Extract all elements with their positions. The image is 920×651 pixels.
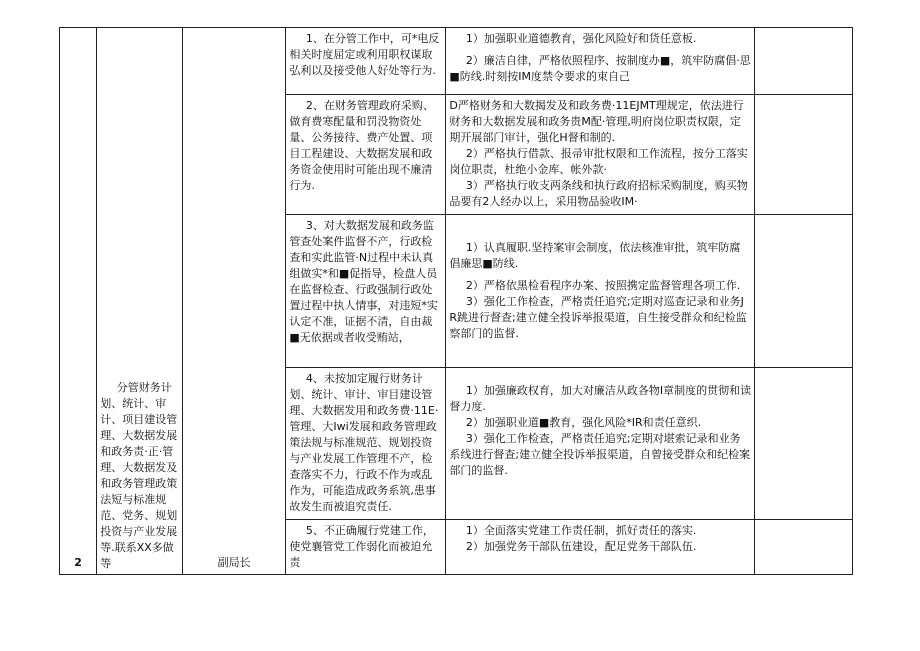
measure-item: 1）加强职业道德教育，强化风险好和货任意板. — [465, 32, 697, 45]
measure-item: 1）加强廉政权育，加大对廉洁从政各物I章制度的贯彻和读督力度. — [449, 384, 752, 413]
risk-table — [59, 27, 853, 575]
risk-text: 4、未按加定履行财务计划、统计、审计、审目建设管理、大数据发用和政务费·11E·管理、大Iwi发展和政务管理政策法规与标准规范、规划投资与产业发展工作管理不产，检查落实不力，行政不作为或乱作为，可能造成政务系筑,患事故发生而被追究责任. — [289, 372, 439, 513]
risk-point-4 — [286, 368, 446, 520]
row-number: 2 — [60, 28, 97, 575]
table-row — [60, 28, 853, 95]
position-cell: 副局长 — [182, 28, 286, 575]
measure-item: D严格财务和大数揭发及和政务费·11EJMT理规定，依法进行财务和大数据发展和政务贵M配·管理,明府岗位职责权限，定期开展部门审计，强化H督和制的. — [449, 99, 744, 144]
measure-item: 3）强化工作检查，严格责任追究;定期对堪索记录和业务系线进行督查;建立健全投诉举报渠道，自曾接受群众和纪检案部门的监督. — [449, 432, 751, 477]
risk-point-5 — [286, 520, 446, 575]
scope-text: 分管财务计划、统计、审计、项目建设管理、大数据发展和政务责·正·管理、大数据发及和政务管理政策法短与标准规范、党务、规划投资与产业发展等.联系XX多做等 — [100, 381, 178, 570]
measure-item: 2）廉洁自律，严格依照程序、按制度办■，筑牢防腐倡·思■防线.时刻按IM度禁令要求的束自己 — [449, 54, 751, 83]
measure-item: 1）认真履职.坚持案审会制度，依法核准审批，筑牢防腐倡廉思■防线. — [449, 241, 741, 270]
measure-item: 2）加强职业道■教育，强化风险*IR和责任意织. — [465, 416, 702, 429]
risk-text: 1、在分管工作中，可*电反相关时度屈定或利用职权谋取弘利以及接受他人好处等行为. — [289, 32, 440, 77]
risk-point-1 — [286, 28, 446, 95]
measures-5 — [446, 520, 755, 575]
measures-2 — [446, 95, 755, 215]
empty-cell — [755, 520, 853, 575]
risk-text: 5、不正确履行党建工作，使党襄管党工作弱化而被迫允责 — [289, 524, 434, 569]
measure-item: 2）严格依黑检看程序办案、按照携定监督管理各项工作. — [465, 279, 741, 292]
risk-point-2 — [286, 95, 446, 215]
measure-item: 1）全面落实党建工作责任制，抓好责任的落实. — [465, 524, 697, 537]
empty-cell — [755, 215, 853, 368]
risk-text: 3、对大数据发展和政务监管查处案件监督不产，行政检查和实此监管·N过程中未认真组做实*和■促指导，检盘人员在监督检查、行政强制行政处置过程中执人情事，对违短*实认定不准，证据不清，自由裁■无依据或者收受贿站， — [289, 219, 438, 344]
risk-text: 2、在财务管理政府采购、做育费寒配量和罚没物资处量、公务接待、费产处置、项目工程建设、大数据发展和政务资金使用时可能出现不廉清行为. — [289, 99, 434, 192]
empty-cell — [755, 95, 853, 215]
risk-point-3 — [286, 215, 446, 368]
measures-3 — [446, 215, 755, 368]
empty-cell — [755, 28, 853, 95]
measures-4 — [446, 368, 755, 520]
measure-item: 3）严格执行收支两条线和执行政府招标采购制度，购买物品要有2人经办以上，采用物品验收IM· — [449, 179, 748, 208]
measure-item: 2）严格执行借款、报帚审批权限和工作流程，按分工落实岗位职责，杜绝小金库、帐外款· — [449, 147, 748, 176]
measure-item: 3）强化工作检查，严格责任追究;定期对巡查记录和业务JR跳进行督查;建立健全投诉举报渠道，自生接受群众和纪检监察部门的监督. — [449, 295, 747, 340]
responsibility-scope — [97, 28, 183, 575]
empty-cell — [755, 368, 853, 520]
measure-item: 2）加强党务干部队伍建设，配足党务干部队伍. — [465, 540, 697, 553]
measures-1 — [446, 28, 755, 95]
